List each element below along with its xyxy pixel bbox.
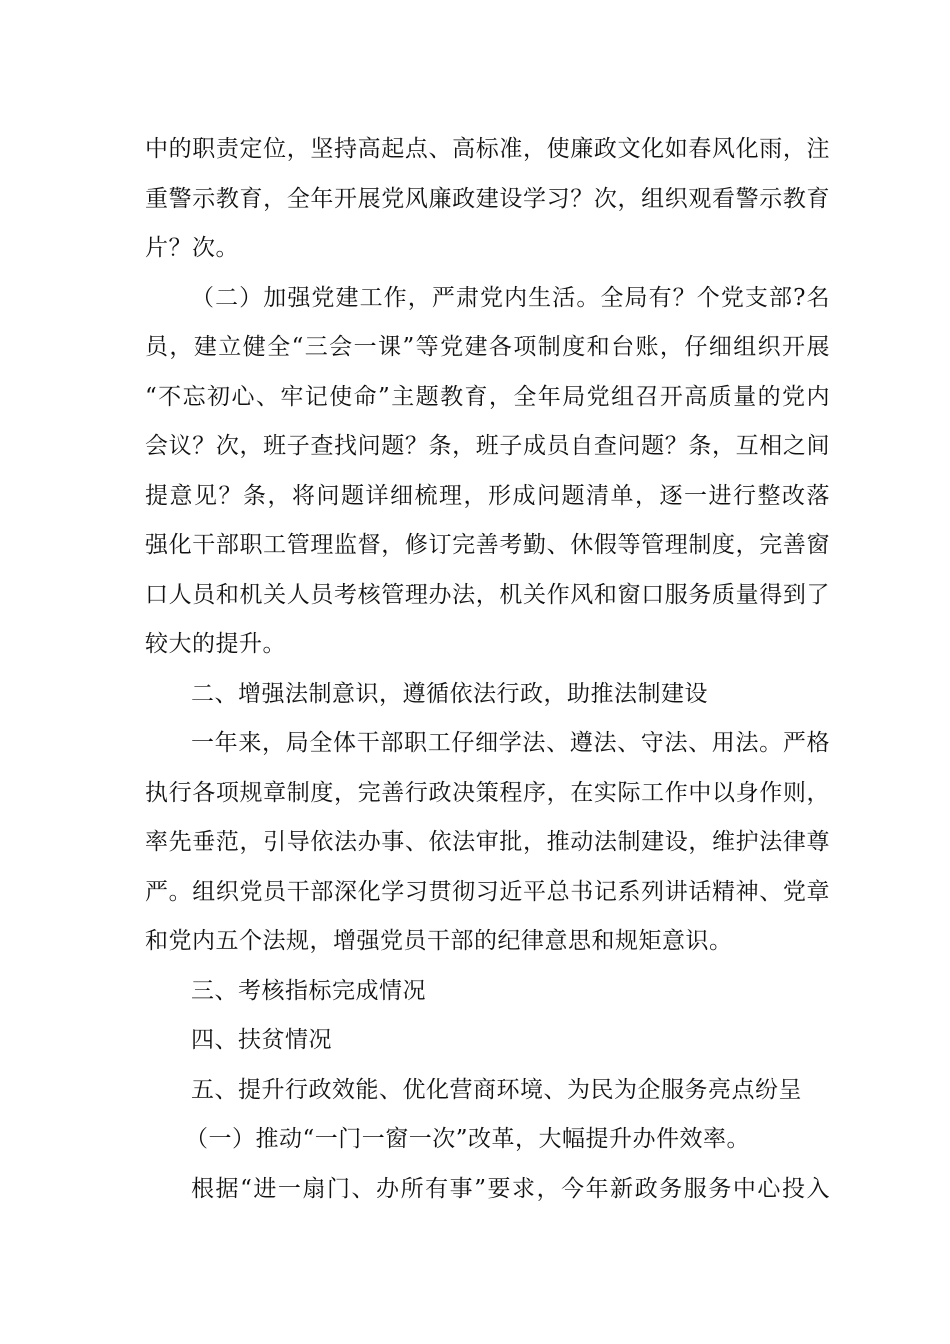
text-line: 较大的提升。 <box>145 631 286 657</box>
text-line: 会议？次，班子查找问题？条，班子成员自查问题？条，互相之间 <box>145 433 830 459</box>
section-heading: 二、增强法制意识，遵循依法行政，助推法制建设 <box>191 680 708 707</box>
section-heading: 五、提升行政效能、优化营商环境、为民为企服务亮点纷呈 <box>191 1076 802 1103</box>
text-line: 员，建立健全“三会一课”等党建各项制度和台账，仔细组织开展 <box>145 334 830 360</box>
text-line: 口人员和机关人员考核管理办法，机关作风和窗口服务质量得到了 <box>145 581 830 608</box>
text-line: 率先垂范，引导依法办事、依法审批，推动法制建设，维护法律尊 <box>145 829 830 855</box>
text-line: 中的职责定位，坚持高起点、高标准，使廉政文化如春风化雨，注 <box>145 136 830 162</box>
text-line: 根据“进一扇门、办所有事”要求，今年新政务服务中心投入 <box>191 1175 830 1202</box>
text-line: 和党内五个法规，增强党员干部的纪律意思和规矩意识。 <box>145 928 733 954</box>
document-body <box>145 125 830 1214</box>
text-line: （二）加强党建工作，严肃党内生活。全局有？个党支部?名 <box>191 284 830 311</box>
text-line: 提意见？条，将问题详细梳理，形成问题清单，逐一进行整改落 <box>145 482 830 509</box>
subsection-heading: （一）推动“一门一窗一次”改革，大幅提升办件效率。 <box>185 1126 751 1152</box>
text-line: 一年来，局全体干部职工仔细学法、遵法、守法、用法。严格 <box>191 730 830 756</box>
text-line: 严。组织党员干部深化学习贯彻习近平总书记系列讲话精神、党章 <box>145 878 830 905</box>
text-line: 重警示教育，全年开展党风廉政建设学习？次，组织观看警示教育 <box>145 185 830 212</box>
text-line: 强化干部职工管理监督，修订完善考勤、休假等管理制度，完善窗 <box>145 532 830 558</box>
text-line: 执行各项规章制度，完善行政决策程序，在实际工作中以身作则， <box>145 779 830 806</box>
text-line: “不忘初心、牢记使命”主题教育，全年局党组召开高质量的党内 <box>145 383 830 410</box>
section-heading: 四、扶贫情况 <box>191 1027 332 1053</box>
section-heading: 三、考核指标完成情况 <box>191 977 426 1004</box>
text-line: 片？次。 <box>145 235 239 261</box>
